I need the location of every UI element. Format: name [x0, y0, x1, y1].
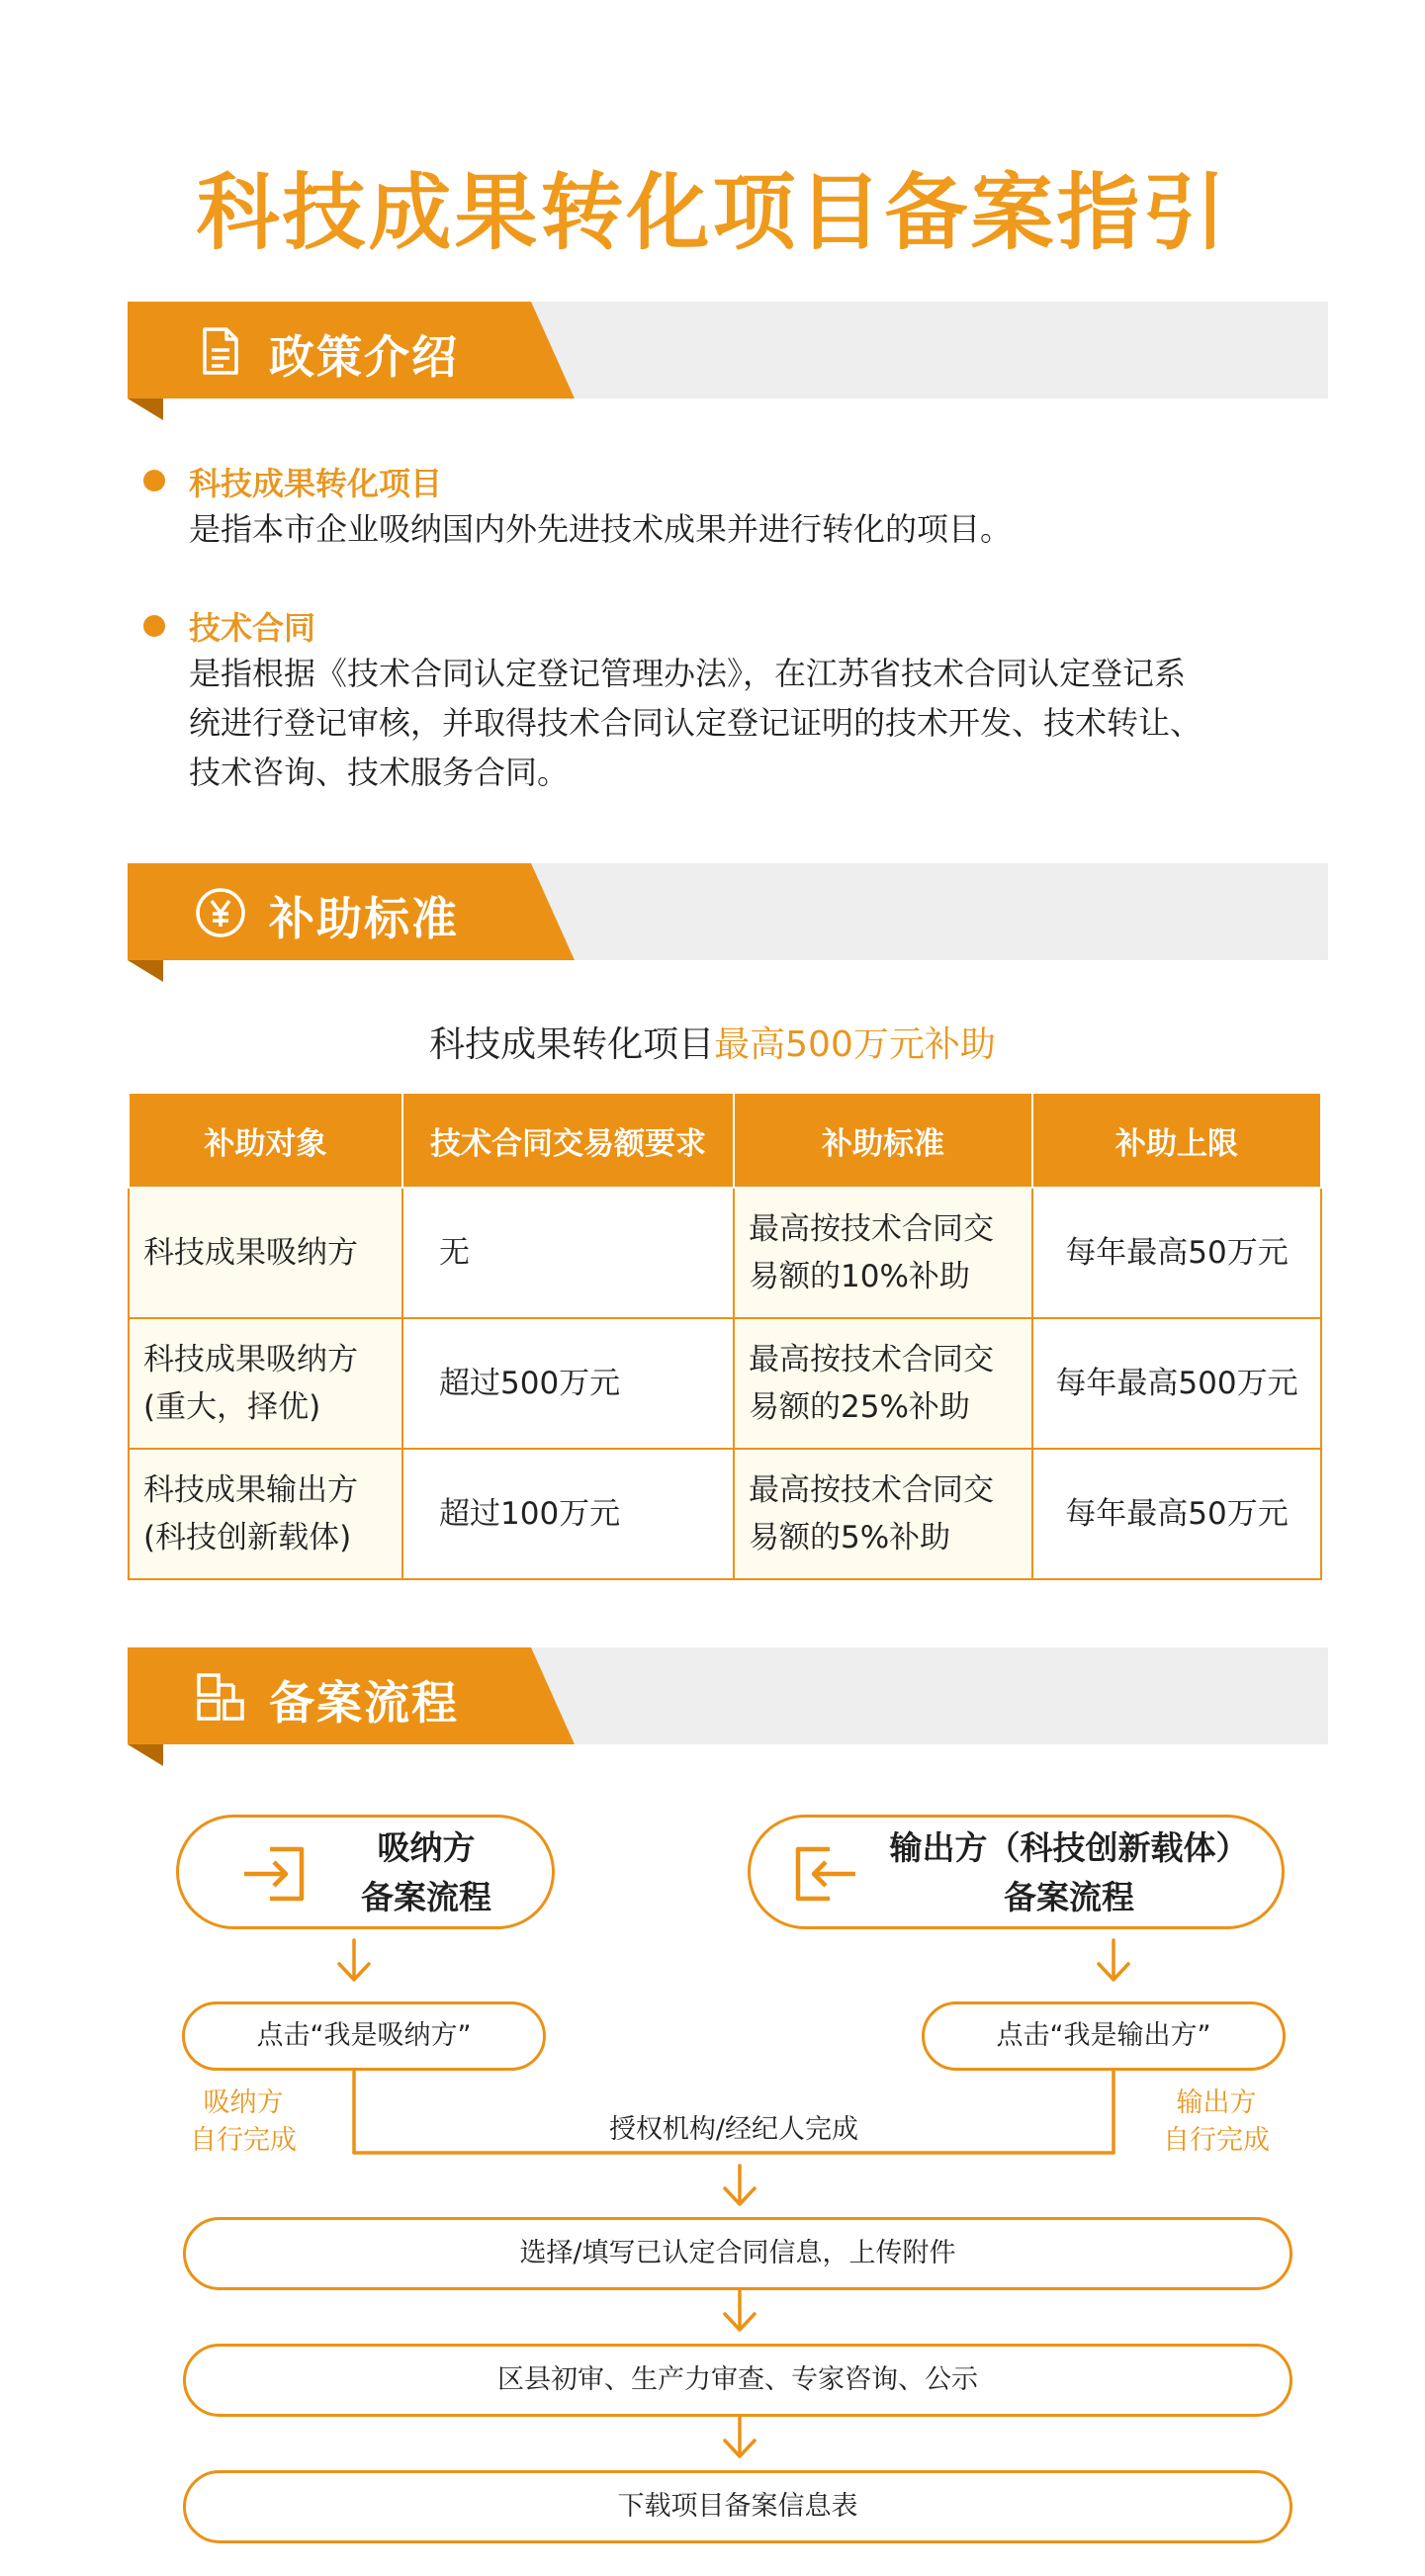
note-line: 吸纳方: [203, 2087, 284, 2118]
exporter-start-pill: [748, 1815, 1285, 1929]
column-header: 补助标准: [734, 1093, 1032, 1188]
absorber-click-step: [182, 2001, 546, 2071]
summary-text: 科技成果转化项目: [429, 1024, 715, 1065]
description-line: 统进行登记审核，并取得技术合同认定登记证明的技术开发、技术转让、: [189, 704, 1202, 742]
term-title: 科技成果转化项目: [189, 465, 443, 502]
header-gray-band: [523, 302, 1328, 399]
table-header-row: [129, 1093, 1321, 1188]
subsidy-summary: [0, 1017, 1425, 1067]
exporter-self-note: [1147, 2085, 1286, 2160]
summary-highlight: 最高500万元补助: [714, 1024, 996, 1065]
pill-line: 备案流程: [361, 1878, 491, 1916]
header-fold: [128, 1744, 163, 1766]
note-line: 自行完成: [1163, 2125, 1270, 2156]
section-header-process: [128, 1647, 1328, 1766]
pill-line: 吸纳方: [377, 1828, 476, 1867]
step-label: 点击“我是吸纳方”: [256, 2020, 472, 2051]
cell-line: 科技成果吸纳方: [143, 1235, 358, 1271]
table-row: [129, 1449, 1321, 1579]
flowchart-icon: [193, 1669, 248, 1725]
table-cell: [129, 1449, 402, 1579]
table-cell: [734, 1318, 1032, 1449]
exporter-click-step: [922, 2001, 1286, 2071]
section-header-subsidy: [128, 863, 1328, 982]
description-line: 技术咨询、技术服务合同。: [189, 754, 570, 791]
agency-note: 授权机构/经纪人完成: [608, 2114, 859, 2145]
term-title: 技术合同: [189, 609, 316, 647]
absorber-start-pill: [176, 1815, 555, 1929]
bullet-dot: [143, 615, 165, 637]
description-line: 是指本市企业吸纳国内外先进技术成果并进行转化的项目。: [189, 510, 1013, 548]
table-cell: [129, 1188, 402, 1318]
absorber-self-note: [174, 2085, 312, 2160]
section-title: 政策介绍: [269, 330, 459, 384]
table-row: [129, 1318, 1321, 1449]
table-cell: [129, 1318, 402, 1449]
absorber-title: [347, 1823, 505, 1922]
header-gray-band: [523, 863, 1328, 960]
section-title: 备案流程: [269, 1676, 459, 1730]
header-fold: [128, 399, 163, 420]
pill-line: 输出方（科技创新载体）: [889, 1828, 1249, 1867]
header-gray-band: [523, 1647, 1328, 1744]
step-label: 区县初审、生产力审查、专家咨询、公示: [497, 2364, 978, 2395]
yen-coin-icon: [193, 885, 248, 940]
exporter-title: [871, 1823, 1267, 1922]
table-cell: 每年最高50万元: [1032, 1188, 1321, 1318]
cell-line: 易额的10%补助: [749, 1259, 970, 1294]
step-label: 下载项目备案信息表: [617, 2491, 858, 2522]
table-cell: 每年最高50万元: [1032, 1449, 1321, 1579]
step-label: 选择/填写已认定合同信息，上传附件: [519, 2238, 956, 2268]
document-icon: [193, 323, 248, 379]
step-upload-contract: [183, 2217, 1292, 2290]
cell-line: (重大，择优): [143, 1389, 321, 1425]
table-cell: [734, 1449, 1032, 1579]
note-line: 输出方: [1176, 2087, 1257, 2118]
table-row: [129, 1188, 1321, 1318]
header-fold: [128, 960, 163, 982]
cell-line: 科技成果输出方: [143, 1472, 358, 1508]
cell-line: 易额的5%补助: [749, 1520, 951, 1555]
page-title: 科技成果转化项目备案指引: [196, 164, 1229, 261]
column-header: 技术合同交易额要求: [402, 1093, 734, 1188]
cell-line: 最高按技术合同交: [749, 1342, 994, 1377]
bullet-dot: [143, 470, 165, 491]
pill-line: 备案流程: [1004, 1878, 1134, 1916]
term-description: [189, 649, 1202, 797]
section-title: 补助标准: [269, 892, 459, 945]
step-label: 点击“我是输出方”: [996, 2020, 1211, 2051]
description-line: 是指根据《技术合同认定登记管理办法》，在江苏省技术合同认定登记系: [189, 655, 1187, 692]
section-header-policy: [128, 302, 1328, 420]
login-arrow-icon: [240, 1845, 310, 1903]
table-cell: 无: [402, 1188, 734, 1318]
term-description: [189, 504, 1012, 554]
table-cell: 超过500万元: [402, 1318, 734, 1449]
note-line: 自行完成: [190, 2125, 297, 2156]
table-cell: 超过100万元: [402, 1449, 734, 1579]
cell-line: 最高按技术合同交: [749, 1211, 994, 1247]
column-header: 补助对象: [129, 1093, 402, 1188]
step-download: [183, 2470, 1292, 2543]
subsidy-table: [128, 1092, 1322, 1580]
column-header: 补助上限: [1032, 1093, 1321, 1188]
table-cell: 每年最高500万元: [1032, 1318, 1321, 1449]
logout-arrow-icon: [790, 1845, 859, 1903]
cell-line: (科技创新载体): [143, 1520, 352, 1555]
cell-line: 最高按技术合同交: [749, 1472, 994, 1508]
step-review: [183, 2344, 1292, 2417]
cell-line: 易额的25%补助: [749, 1389, 970, 1425]
table-cell: [734, 1188, 1032, 1318]
cell-line: 科技成果吸纳方: [143, 1342, 358, 1377]
